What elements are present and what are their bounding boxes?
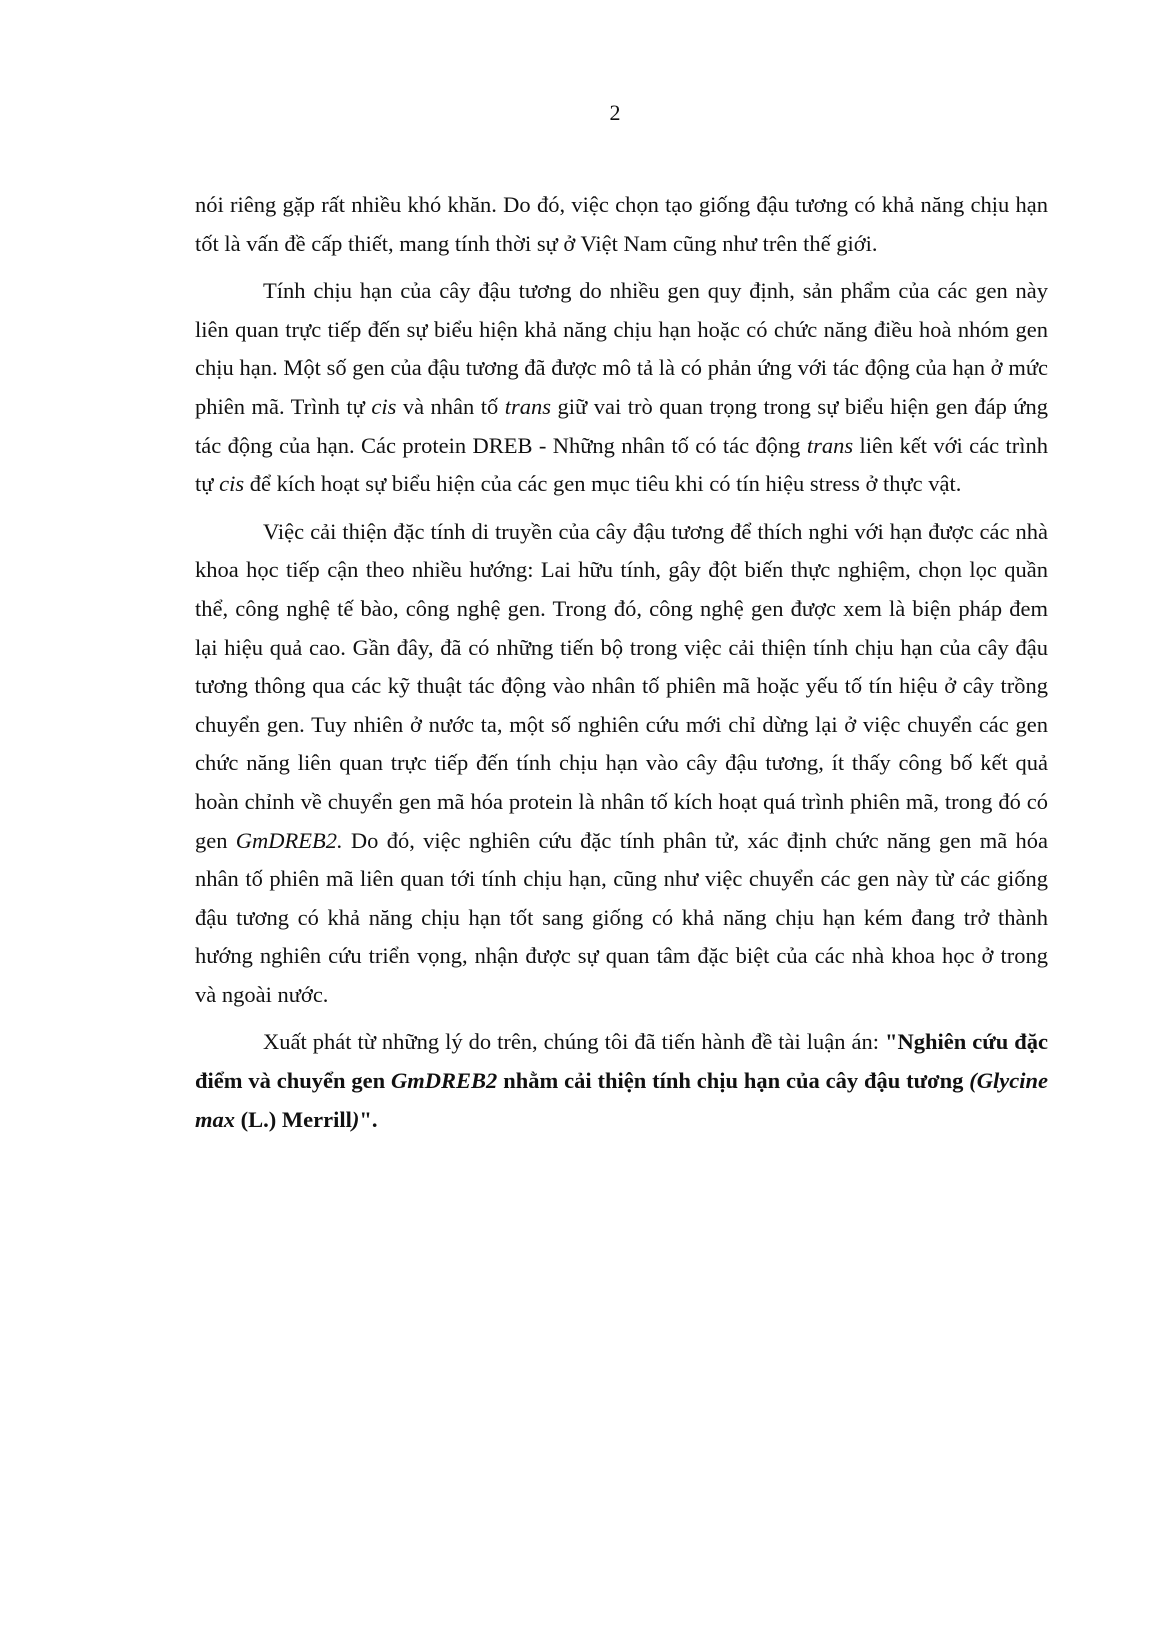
title-close-paren: ) xyxy=(351,1106,360,1132)
text-run: Tính chịu hạn của cây đậu tương do nhiều gen quy định, sản phẩm của các gen này liên quan trực tiếp đến sự biểu hiện khả năng chịu hạn hoặc có chức năng điều hoà nhóm gen chịu hạn. Một số gen của đậu tương đã được mô tả là có phản ứng với tác động của hạn ở mức phiên mã. Trình tự xyxy=(195,278,1048,419)
title-run: nhằm cải thiện tính chịu hạn của cây đậu tương xyxy=(497,1068,970,1094)
text-run: Do đó, việc nghiên cứu đặc tính phân tử, xác định chức năng gen mã hóa nhân tố phiên mã liên quan tới tính chịu hạn, cũng như việc chuyển các gen này từ các giống đậu tương có khả năng chịu hạn tốt sang giống có khả năng chịu hạn kém đang trở thành hướng nghiên cứu triển vọng, nhận được sự quan tâm đặc biệt của các nhà khoa học ở trong và ngoài nước. xyxy=(195,827,1048,1007)
paragraph-1: nói riêng gặp rất nhiều khó khăn. Do đó, việc chọn tạo giống đậu tương có khả năng chịu hạn tốt là vấn đề cấp thiết, mang tính thời sự ở Việt Nam cũng như trên thế giới. xyxy=(195,192,1048,256)
paragraph-3 xyxy=(195,513,1048,1015)
text-run: Xuất phát từ những lý do trên, chúng tôi đã tiến hành đề tài luận án: xyxy=(263,1029,880,1055)
title-gene-name: GmDREB2 xyxy=(391,1068,498,1094)
text-run: giữ vai trò quan trọng trong sự biểu hiện gen đáp ứng tác động của hạn. Các protein DREB - Những nhân tố có tác động xyxy=(195,393,1049,458)
title-species-name: (Glycine max xyxy=(195,1068,1048,1132)
title-run: ". xyxy=(359,1106,378,1132)
title-run: (L.) Merrill xyxy=(235,1106,352,1132)
title-run: "Nghiên cứu đặc điểm và chuyển gen xyxy=(195,1029,1049,1094)
paragraph-2 xyxy=(195,272,1048,504)
italic-gene-name: GmDREB2. xyxy=(235,827,343,853)
italic-term-cis: cis xyxy=(371,393,397,419)
body-text xyxy=(195,186,1048,1148)
text-run: để kích hoạt sự biểu hiện của các gen mục tiêu khi có tín hiệu stress ở thực vật. xyxy=(244,471,962,497)
text-run: liên kết với các trình tự xyxy=(195,432,1048,497)
italic-term-trans: trans xyxy=(806,432,854,458)
italic-term-trans: trans xyxy=(504,393,552,419)
page-number: 2 xyxy=(609,100,621,125)
paragraph-4 xyxy=(195,1023,1048,1139)
text-run: Việc cải thiện đặc tính di truyền của cây đậu tương để thích nghi với hạn được các nhà khoa học tiếp cận theo nhiều hướng: Lai hữu tính, gây đột biến thực nghiệm, chọn lọc quần thể, công nghệ tế bào, công nghệ gen. Trong đó, công nghệ gen được xem là biện pháp đem lại hiệu quả cao. Gần đây, đã có những tiến bộ trong việc cải thiện tính chịu hạn của cây đậu tương thông qua các kỹ thuật tác động vào nhân tố phiên mã hoặc yếu tố tín hiệu ở cây trồng chuyển gen. Tuy nhiên ở nước ta, một số nghiên cứu mới chỉ dừng lại ở việc chuyển các gen chức năng liên quan trực tiếp đến tính chịu hạn vào cây đậu tương, ít thấy công bố kết quả hoàn chỉnh về chuyển gen mã hóa protein là nhân tố kích hoạt quá trình phiên mã, trong đó có gen xyxy=(195,518,1048,853)
text-run: và nhân tố xyxy=(396,393,505,419)
italic-term-cis: cis xyxy=(219,471,245,497)
